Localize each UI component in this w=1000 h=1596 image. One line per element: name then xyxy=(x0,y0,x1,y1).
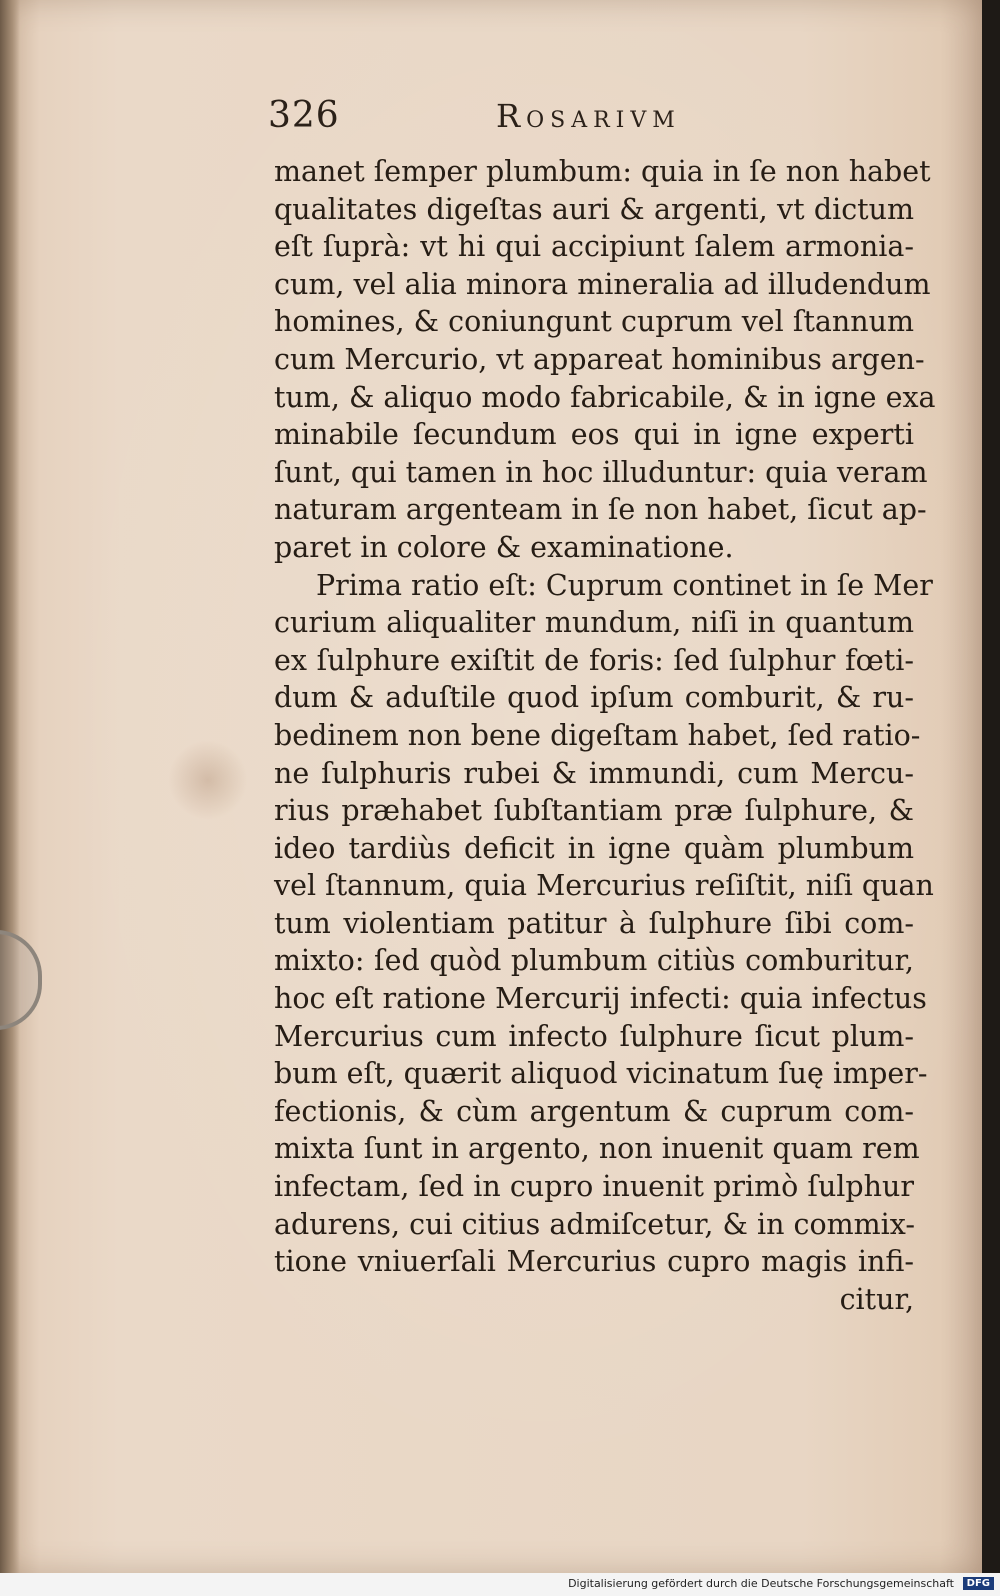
text-line: ſunt, qui tamen in hoc illuduntur: quia veram xyxy=(274,455,928,489)
dfg-logo: DFG xyxy=(963,1577,994,1590)
text-line: dum & aduſtile quod ipſum comburit, & ru- xyxy=(274,681,914,715)
page-header xyxy=(268,95,928,139)
text-line: mixta ſunt in argento, non inuenit quam rem xyxy=(274,1132,920,1166)
text-line: tum, & aliquo modo fabricabile, & in igne exa xyxy=(274,380,936,414)
text-line: naturam argenteam in ſe non habet, ſicut ap- xyxy=(274,493,927,527)
text-line: cum Mercurio, vt appareat hominibus argen- xyxy=(274,342,925,376)
text-line: vel ſtannum, quia Mercurius reſiſtit, niſi quan xyxy=(274,869,934,903)
text-line: curium aliqualiter mundum, niſi in quantum xyxy=(274,606,914,640)
text-line: ne ſulphuris rubei & immundi, cum Mercu- xyxy=(274,756,914,790)
text-line: Mercurius cum infecto ſulphure ſicut plum- xyxy=(274,1019,914,1053)
text-line: fectionis, & cùm argentum & cuprum com- xyxy=(274,1094,914,1128)
text-line: ideo tardiùs deficit in igne quàm plumbum xyxy=(274,831,914,865)
text-line: hoc eſt ratione Mercurij infecti: quia infectus xyxy=(274,982,927,1016)
text-line: minabile ſecundum eos qui in igne experti xyxy=(274,418,914,452)
text-line: cum, vel alia minora mineralia ad illudendum xyxy=(274,267,931,301)
text-line-paragraph-start: Prima ratio eſt: Cuprum continet in ſe Mer xyxy=(316,568,933,602)
digitization-footer xyxy=(0,1573,1000,1596)
text-line: manet ſemper plumbum: quia in ſe non habet xyxy=(274,155,931,188)
page-number: 326 xyxy=(268,95,340,136)
text-line: tione vniuerſali Mercurius cupro magis infi- xyxy=(274,1245,914,1279)
page-stain xyxy=(168,740,248,820)
book-gutter xyxy=(0,0,20,1573)
body-text xyxy=(274,153,936,1318)
text-line: qualitates digeſtas auri & argenti, vt dictum xyxy=(274,192,914,226)
text-line: tum violentiam patitur à ſulphure ſibi com- xyxy=(274,906,914,940)
text-line: infectam, ſed in cupro inuenit primò ſulphur xyxy=(274,1170,914,1204)
text-line: eſt ſuprà: vt hi qui accipiunt ſalem armonia- xyxy=(274,230,914,264)
text-line: homines, & coniungunt cuprum vel ſtannum xyxy=(274,305,914,339)
text-line: adurens, cui citius admiſcetur, & in commix- xyxy=(274,1207,915,1241)
text-line: rius præhabet ſubſtantiam præ ſulphure, & xyxy=(274,794,914,828)
catchword: citur, xyxy=(839,1282,914,1316)
text-line: bum eſt, quærit aliquod vicinatum ſuę imper- xyxy=(274,1057,928,1091)
binding-clasp xyxy=(0,930,42,1030)
text-line: bedinem non bene digeſtam habet, ſed ratio- xyxy=(274,718,921,752)
text-line: ex ſulphure exiſtit de foris: ſed ſulphur fœti- xyxy=(274,643,914,677)
text-line: mixto: ſed quòd plumbum citiùs comburitur, xyxy=(274,944,914,978)
text-line-paragraph-end: paret in colore & examinatione. xyxy=(274,530,734,564)
funding-credit: Digitalisierung gefördert durch die Deutsche Forschungsgemeinschaft xyxy=(568,1577,954,1590)
running-title: Rosarivm xyxy=(496,97,681,135)
